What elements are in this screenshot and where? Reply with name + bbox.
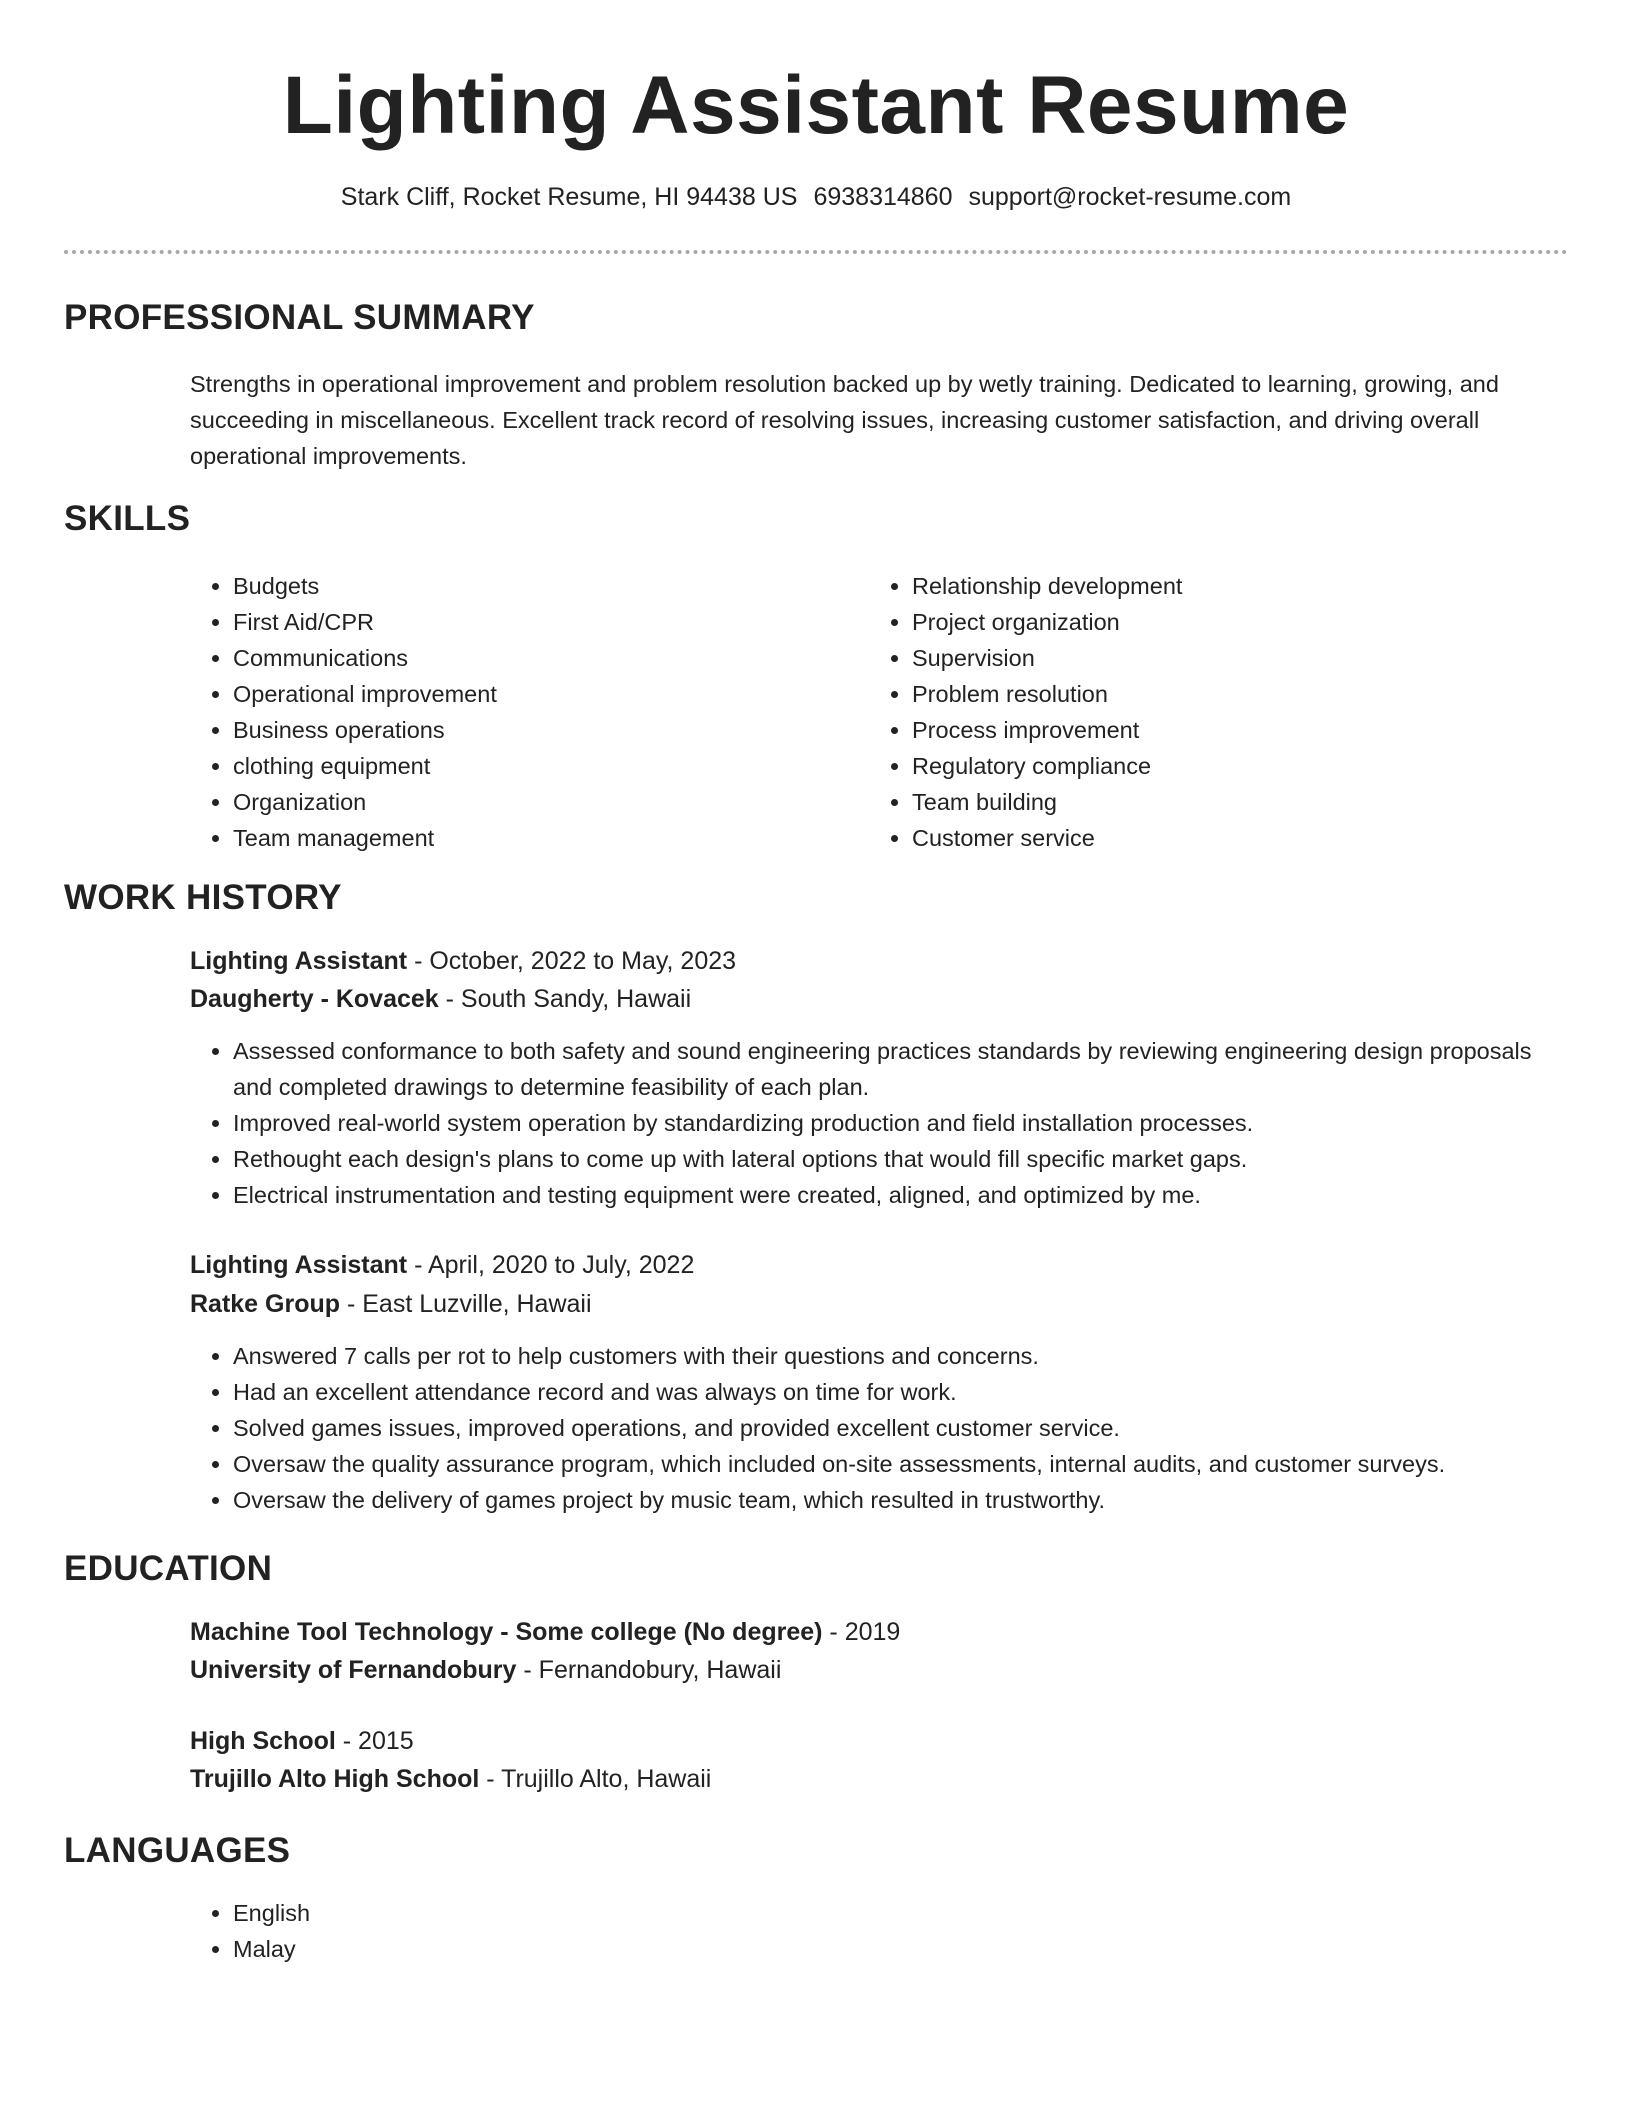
edu-degree: Machine Tool Technology - Some college (No degree) — [190, 1618, 823, 1646]
job-bullets — [190, 1338, 1570, 1518]
summary-text: Strengths in operational improvement and problem resolution backed up by wetly training. Dedicated to learning, growing, and succeeding in miscellaneous. Excellent track record of resolving issues, increasing customer satisfaction, and driving overall operational improvements. — [190, 371, 1499, 469]
edu-school: Trujillo Alto High School — [190, 1765, 480, 1793]
job-bullet: • Oversaw the quality assurance program, which included on-site assessments, internal audits, and customer surveys. — [233, 1446, 1570, 1482]
section-title-languages: LANGUAGES — [64, 1831, 291, 1870]
skill-item: • Regulatory compliance — [912, 748, 1489, 784]
job-company-line — [190, 980, 691, 1018]
edu-year: - 2015 — [335, 1727, 414, 1755]
job-bullet: • Assessed conformance to both safety and sound engineering practices standards by reviewing engineering design proposals and completed drawings to determine feasibility of each plan. — [233, 1033, 1570, 1105]
skill-item: • Communications — [233, 640, 810, 676]
skill-item: • Supervision — [912, 640, 1489, 676]
job-bullet: • Had an excellent attendance record and was always on time for work. — [233, 1374, 1570, 1410]
section-title-work: WORK HISTORY — [64, 878, 342, 917]
contact-phone: 6938314860 — [813, 183, 953, 211]
job-bullet: • Improved real-world system operation by standardizing production and field installation processes. — [233, 1105, 1570, 1141]
edu-degree-line — [190, 1722, 414, 1760]
job-bullet: • Electrical instrumentation and testing equipment were created, aligned, and optimized by me. — [233, 1177, 1570, 1213]
contact-address: Stark Cliff, Rocket Resume, HI 94438 US — [340, 183, 798, 211]
language-list — [190, 1895, 1570, 1967]
job-role: Lighting Assistant — [190, 1251, 408, 1279]
edu-degree: High School — [190, 1727, 336, 1755]
job-bullet: • Oversaw the delivery of games project by music team, which resulted in trustworthy. — [233, 1482, 1570, 1518]
section-title-education: EDUCATION — [64, 1549, 273, 1588]
job-location: - East Luzville, Hawaii — [340, 1290, 592, 1318]
skill-item: • clothing equipment — [233, 748, 810, 784]
resume-title: Lighting Assistant Resume — [282, 60, 1350, 151]
skill-item: • Operational improvement — [233, 676, 810, 712]
skill-item: • Relationship development — [912, 568, 1489, 604]
edu-location: - Trujillo Alto, Hawaii — [479, 1765, 712, 1793]
skill-item: • Team management — [233, 820, 810, 856]
contact-line — [0, 180, 1632, 214]
edu-school: University of Fernandobury — [190, 1656, 517, 1684]
contact-email: support@rocket-resume.com — [968, 183, 1292, 211]
job-company: Ratke Group — [190, 1290, 341, 1318]
job-title-line — [190, 942, 736, 980]
skill-item: • Project organization — [912, 604, 1489, 640]
job-bullets — [190, 1033, 1570, 1213]
skills-column-left — [190, 568, 810, 856]
job-location: - South Sandy, Hawaii — [438, 985, 692, 1013]
job-company: Daugherty - Kovacek — [190, 985, 439, 1013]
job-dates: - April, 2020 to July, 2022 — [407, 1251, 695, 1279]
section-title-skills: SKILLS — [64, 499, 191, 538]
skill-item: • First Aid/CPR — [233, 604, 810, 640]
skill-item: • Budgets — [233, 568, 810, 604]
edu-school-line — [190, 1760, 711, 1798]
job-bullet: • Answered 7 calls per rot to help customers with their questions and concerns. — [233, 1338, 1570, 1374]
edu-degree-line — [190, 1613, 900, 1651]
skill-item: • Organization — [233, 784, 810, 820]
skill-item: • Process improvement — [912, 712, 1489, 748]
job-company-line — [190, 1285, 592, 1323]
section-title-summary: PROFESSIONAL SUMMARY — [64, 298, 535, 337]
job-dates: - October, 2022 to May, 2023 — [407, 947, 737, 975]
job-role: Lighting Assistant — [190, 947, 408, 975]
language-item: • English — [233, 1895, 1570, 1931]
skill-item: • Problem resolution — [912, 676, 1489, 712]
header-divider — [64, 250, 1568, 254]
job-bullet: • Rethought each design's plans to come up with lateral options that would fill specific market gaps. — [233, 1141, 1570, 1177]
job-bullet: • Solved games issues, improved operations, and provided excellent customer service. — [233, 1410, 1570, 1446]
skill-item: • Business operations — [233, 712, 810, 748]
job-title-line — [190, 1246, 694, 1284]
skill-item: • Customer service — [912, 820, 1489, 856]
edu-year: - 2019 — [822, 1618, 901, 1646]
skills-column-right — [869, 568, 1489, 856]
edu-location: - Fernandobury, Hawaii — [516, 1656, 782, 1684]
language-item: • Malay — [233, 1931, 1570, 1967]
edu-school-line — [190, 1651, 781, 1689]
skill-item: • Team building — [912, 784, 1489, 820]
